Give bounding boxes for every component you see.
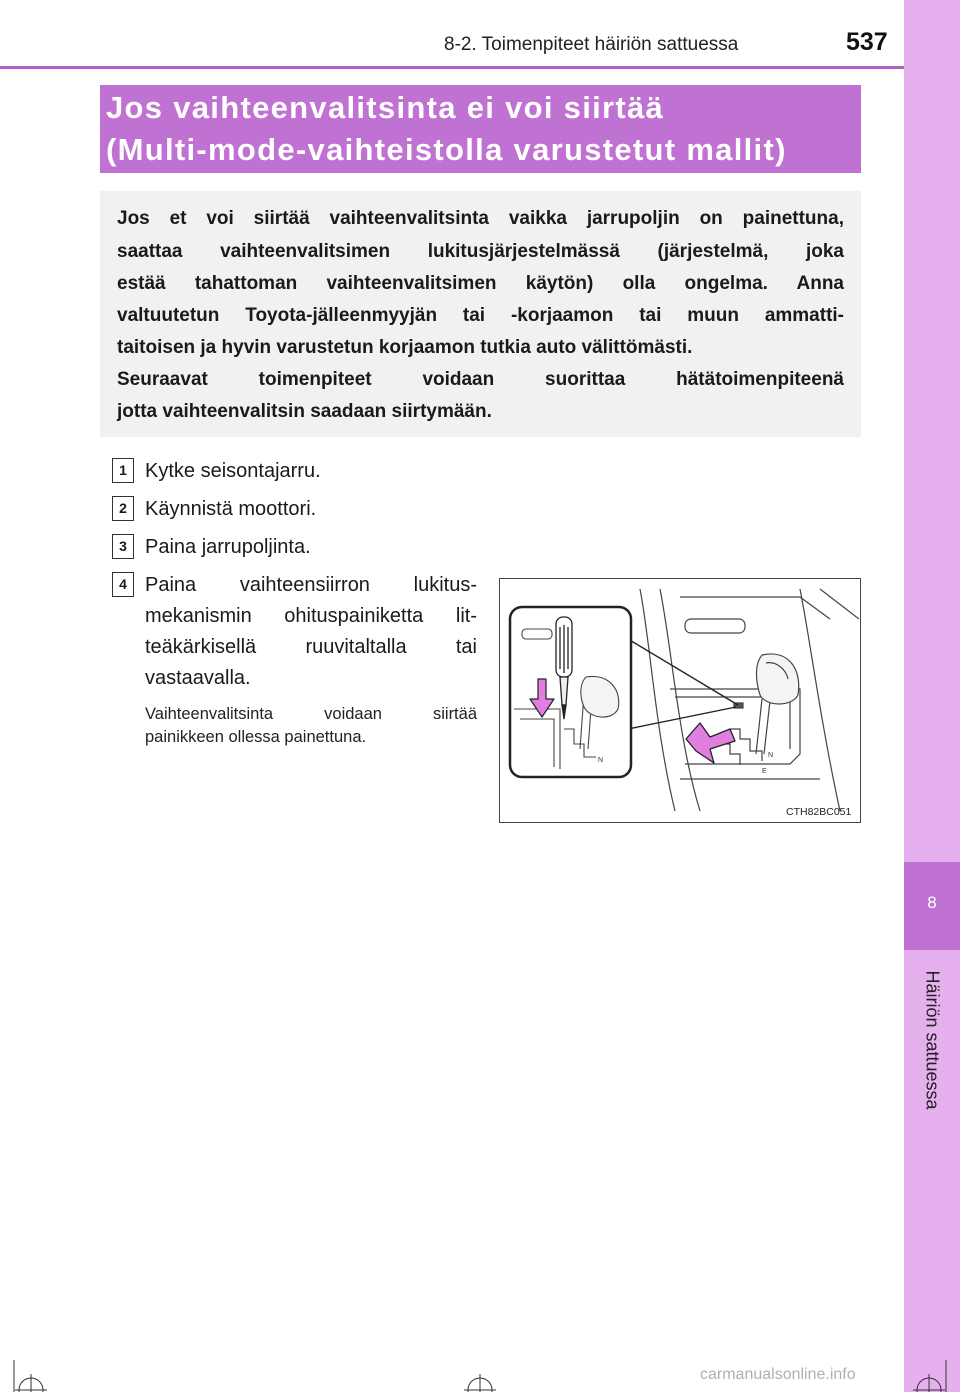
chapter-number: 8 (927, 893, 937, 912)
intro-line: taitoisen ja hyvin varustetun korjaamon tutkia auto välittömästi. (117, 337, 693, 358)
running-header-section: 8-2. Toimenpiteet häiriön sattuessa (444, 34, 739, 55)
gate-letter: N (768, 752, 774, 759)
intro-line: Jos et voi siirtää vaihteenvalitsinta vaikka jarrupoljin on painettuna, (117, 208, 844, 229)
step-text-line: Paina vaihteensiirron lukitus- (145, 574, 477, 596)
step-note-line: Vaihteenvalitsinta voidaan siirtää (145, 705, 477, 723)
step-text-line: teäkärkisellä ruuvitaltalla tai (145, 636, 477, 658)
step-number-badge: 3 (112, 534, 134, 559)
section-title-line-2: (Multi-mode-vaihteistolla varustetut mallit) (106, 132, 787, 167)
intro-line: estää tahattoman vaihteenvalitsimen käytön) olla ongelma. Anna (117, 273, 844, 294)
step-text: Paina jarrupoljinta. (145, 536, 311, 558)
step-text-line: vastaavalla. (145, 667, 251, 689)
gate-letter: E (762, 768, 767, 775)
shifter-line-drawing (500, 579, 859, 821)
page-number: 537 (846, 28, 888, 56)
intro-line: valtuutetun Toyota-jälleenmyyjän tai -korjaamon tai muun ammatti- (117, 305, 844, 326)
header-rule (0, 66, 904, 69)
chapter-side-tab (904, 0, 960, 1392)
crop-marks (0, 1360, 960, 1392)
step-number-badge: 4 (112, 572, 134, 597)
intro-line: jotta vaihteenvalitsin saadaan siirtymään. (117, 401, 492, 422)
intro-line: saattaa vaihteenvalitsimen lukitusjärjestelmässä (järjestelmä, joka (117, 241, 844, 262)
footer-watermark: carmanualsonline.info (700, 1366, 856, 1383)
step-number-badge: 2 (112, 496, 134, 521)
step-text: Käynnistä moottori. (145, 498, 317, 520)
section-title-line-1: Jos vaihteenvalitsinta ei voi siirtää (106, 90, 665, 125)
gate-letter: N (598, 757, 604, 764)
intro-line: Seuraavat toimenpiteet voidaan suorittaa hätätoimenpiteenä (117, 369, 844, 390)
shifter-illustration (499, 578, 861, 823)
step-note-line: painikkeen ollessa painettuna. (145, 728, 367, 746)
step-text: Kytke seisontajarru. (145, 460, 321, 482)
step-text-line: mekanismin ohituspainiketta lit- (145, 605, 477, 627)
chapter-title: Häiriön sattuessa (922, 970, 943, 1110)
step-number-badge: 1 (112, 458, 134, 483)
figure-code: CTH82BC051 (786, 806, 852, 818)
